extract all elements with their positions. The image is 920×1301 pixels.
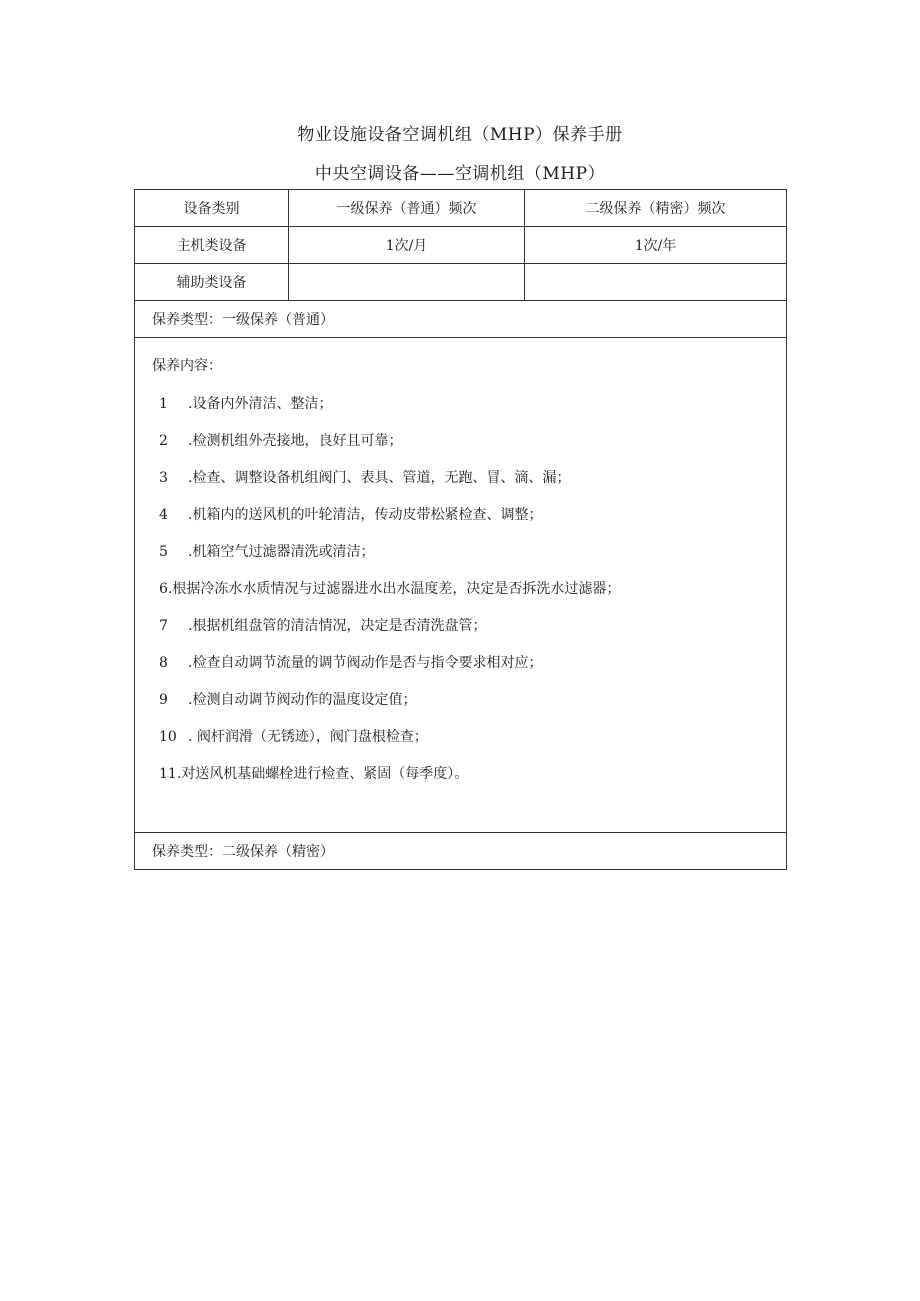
item-text: .机箱内的送风机的叶轮清洁，传动皮带松紧检查、调整；	[188, 507, 543, 523]
maintenance-table	[134, 189, 787, 870]
item-number: 2	[159, 433, 168, 449]
item-text: .检测机组外壳接地，良好且可靠；	[188, 433, 403, 449]
item-number: 7	[159, 618, 168, 634]
list-item	[152, 608, 786, 645]
list-item	[152, 460, 786, 497]
item-number: 1	[159, 396, 168, 412]
item-text: .检查、调整设备机组阀门、表具、管道，无跑、冒、滴、漏；	[188, 470, 571, 486]
item-text: 6.根据冷冻水水质情况与过滤器进水出水温度差，决定是否拆洗水过滤器；	[159, 581, 621, 597]
cell-category: 主机类设备	[135, 227, 289, 264]
document-subtitle: 中央空调设备——空调机组（MHP）	[314, 164, 606, 184]
item-number: 3	[159, 470, 168, 486]
item-text: . 阀杆润滑（无锈迹），阀门盘根检查；	[188, 729, 428, 745]
cell-level1-frequency: 1次/月	[289, 227, 525, 264]
list-item	[152, 682, 786, 719]
table-row	[135, 227, 787, 264]
table-header-row	[135, 190, 787, 227]
content-row	[135, 338, 787, 833]
item-number: 5	[159, 544, 168, 560]
item-number: 10	[159, 729, 177, 745]
level2-type-row	[135, 833, 787, 870]
list-item	[152, 423, 786, 460]
table-row	[135, 264, 787, 301]
level1-type-label: 保养类型：一级保养（普通）	[135, 301, 787, 338]
list-item	[152, 719, 786, 756]
cell-level1-frequency	[289, 264, 525, 301]
header-level1-frequency: 一级保养（普通）频次	[289, 190, 525, 227]
item-text: .机箱空气过滤器清洗或清洁；	[188, 544, 375, 560]
list-item	[152, 645, 786, 682]
content-label: 保养内容：	[152, 358, 222, 374]
cell-category: 辅助类设备	[135, 264, 289, 301]
level1-type-row	[135, 301, 787, 338]
list-item	[152, 534, 786, 571]
cell-level2-frequency: 1次/年	[525, 227, 787, 264]
item-text: .设备内外清洁、整洁；	[188, 396, 333, 412]
list-item	[152, 386, 786, 423]
item-number: 8	[159, 655, 168, 671]
item-number: 9	[159, 692, 168, 708]
item-number: 4	[159, 507, 168, 523]
list-item	[152, 571, 786, 608]
list-item	[152, 756, 786, 793]
header-equipment-category: 设备类别	[135, 190, 289, 227]
maintenance-content	[135, 338, 787, 833]
item-text: .检查自动调节流量的调节阀动作是否与指令要求相对应；	[188, 655, 543, 671]
maintenance-item-list	[152, 386, 786, 793]
level2-type-label: 保养类型：二级保养（精密）	[135, 833, 787, 870]
list-item	[152, 497, 786, 534]
header-level2-frequency: 二级保养（精密）频次	[525, 190, 787, 227]
item-text: .检测自动调节阀动作的温度设定值；	[188, 692, 417, 708]
item-text: 11.对送风机基础螺栓进行检查、紧固（每季度）。	[159, 766, 469, 782]
document-title: 物业设施设备空调机组（MHP）保养手册	[297, 125, 623, 145]
cell-level2-frequency	[525, 264, 787, 301]
item-text: .根据机组盘管的清洁情况，决定是否清洗盘管；	[188, 618, 487, 634]
